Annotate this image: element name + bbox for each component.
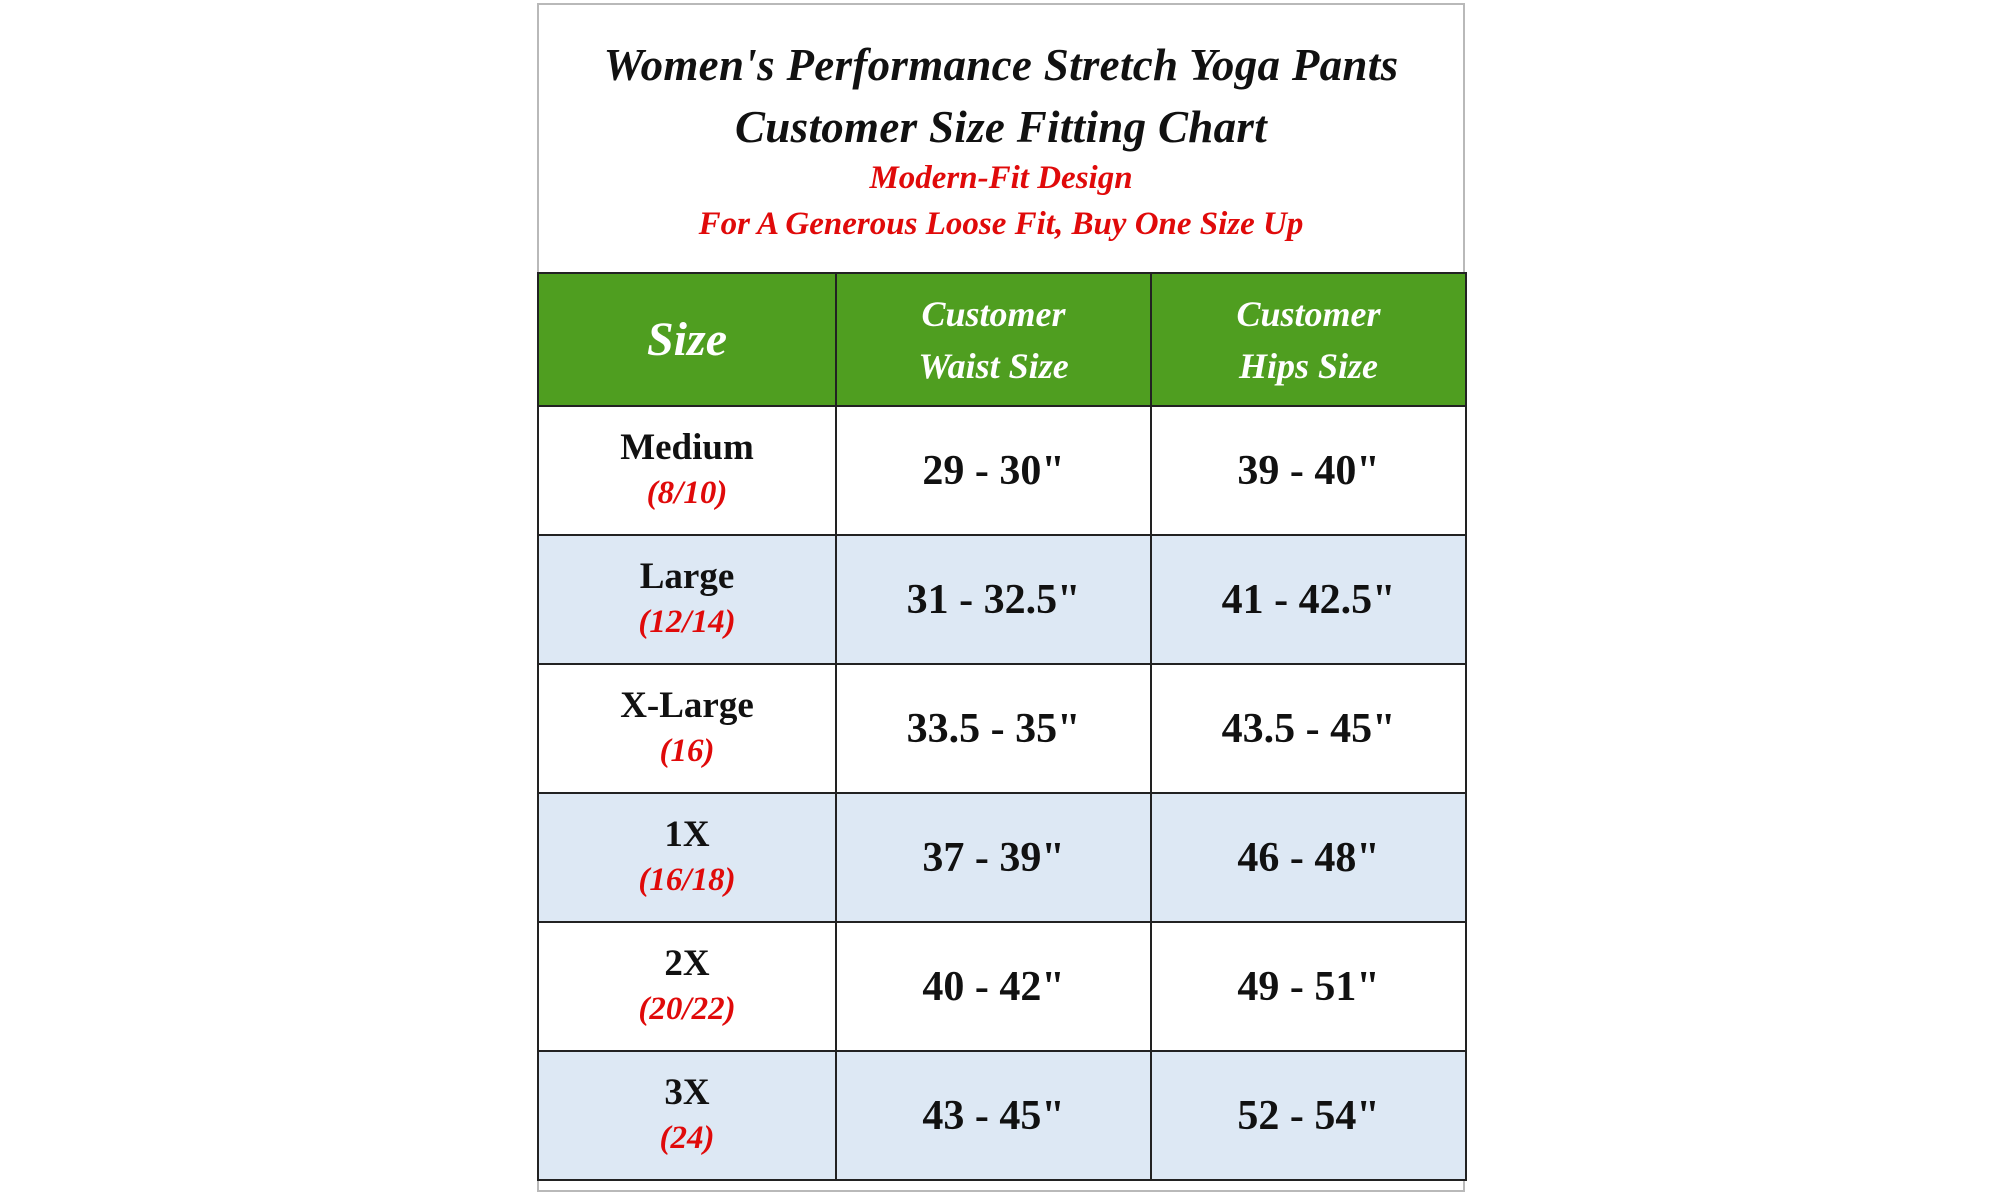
table-row — [538, 535, 1466, 664]
size-numeric: (24) — [659, 1119, 715, 1156]
hips-cell: 43.5 - 45" — [1151, 664, 1466, 793]
size-name: 3X — [664, 1071, 710, 1113]
column-header-hips-line-1: Customer — [1236, 293, 1381, 334]
chart-header — [539, 5, 1463, 272]
size-numeric: (12/14) — [638, 603, 736, 640]
size-chart-sheet — [537, 3, 1465, 1192]
size-name: X-Large — [620, 684, 754, 726]
size-numeric: (20/22) — [638, 990, 736, 1027]
hips-cell: 41 - 42.5" — [1151, 535, 1466, 664]
column-header-hips-line-2: Hips Size — [1238, 345, 1379, 386]
waist-cell: 33.5 - 35" — [836, 664, 1151, 793]
waist-cell: 43 - 45" — [836, 1051, 1151, 1180]
size-cell — [538, 1051, 836, 1180]
size-name: 2X — [664, 942, 710, 984]
size-cell — [538, 922, 836, 1051]
column-header-waist-line-1: Customer — [921, 293, 1066, 334]
column-header-size: Size — [538, 273, 836, 406]
table-row — [538, 406, 1466, 535]
table-row — [538, 793, 1466, 922]
table-row — [538, 922, 1466, 1051]
table-header-row — [538, 273, 1466, 406]
size-name: Large — [639, 555, 735, 597]
size-cell — [538, 535, 836, 664]
size-cell — [538, 406, 836, 535]
size-numeric: (8/10) — [646, 474, 728, 511]
hips-cell: 52 - 54" — [1151, 1051, 1466, 1180]
chart-subtitle-line-2: For A Generous Loose Fit, Buy One Size Up — [698, 206, 1304, 242]
size-numeric: (16) — [659, 732, 715, 769]
size-cell — [538, 664, 836, 793]
size-table — [537, 272, 1467, 1181]
size-cell — [538, 793, 836, 922]
size-name: Medium — [620, 426, 754, 468]
hips-cell: 39 - 40" — [1151, 406, 1466, 535]
waist-cell: 31 - 32.5" — [836, 535, 1151, 664]
waist-cell: 37 - 39" — [836, 793, 1151, 922]
chart-subtitle-line-1: Modern-Fit Design — [869, 160, 1133, 196]
size-name: 1X — [664, 813, 710, 855]
waist-cell: 29 - 30" — [836, 406, 1151, 535]
hips-cell: 46 - 48" — [1151, 793, 1466, 922]
hips-cell: 49 - 51" — [1151, 922, 1466, 1051]
chart-title-line-2: Customer Size Fitting Chart — [734, 102, 1268, 152]
column-header-waist — [836, 273, 1151, 406]
size-numeric: (16/18) — [638, 861, 736, 898]
waist-cell: 40 - 42" — [836, 922, 1151, 1051]
column-header-waist-line-2: Waist Size — [918, 345, 1069, 386]
column-header-hips — [1151, 273, 1466, 406]
table-row — [538, 1051, 1466, 1180]
chart-title-line-1: Women's Performance Stretch Yoga Pants — [603, 40, 1399, 90]
table-row — [538, 664, 1466, 793]
